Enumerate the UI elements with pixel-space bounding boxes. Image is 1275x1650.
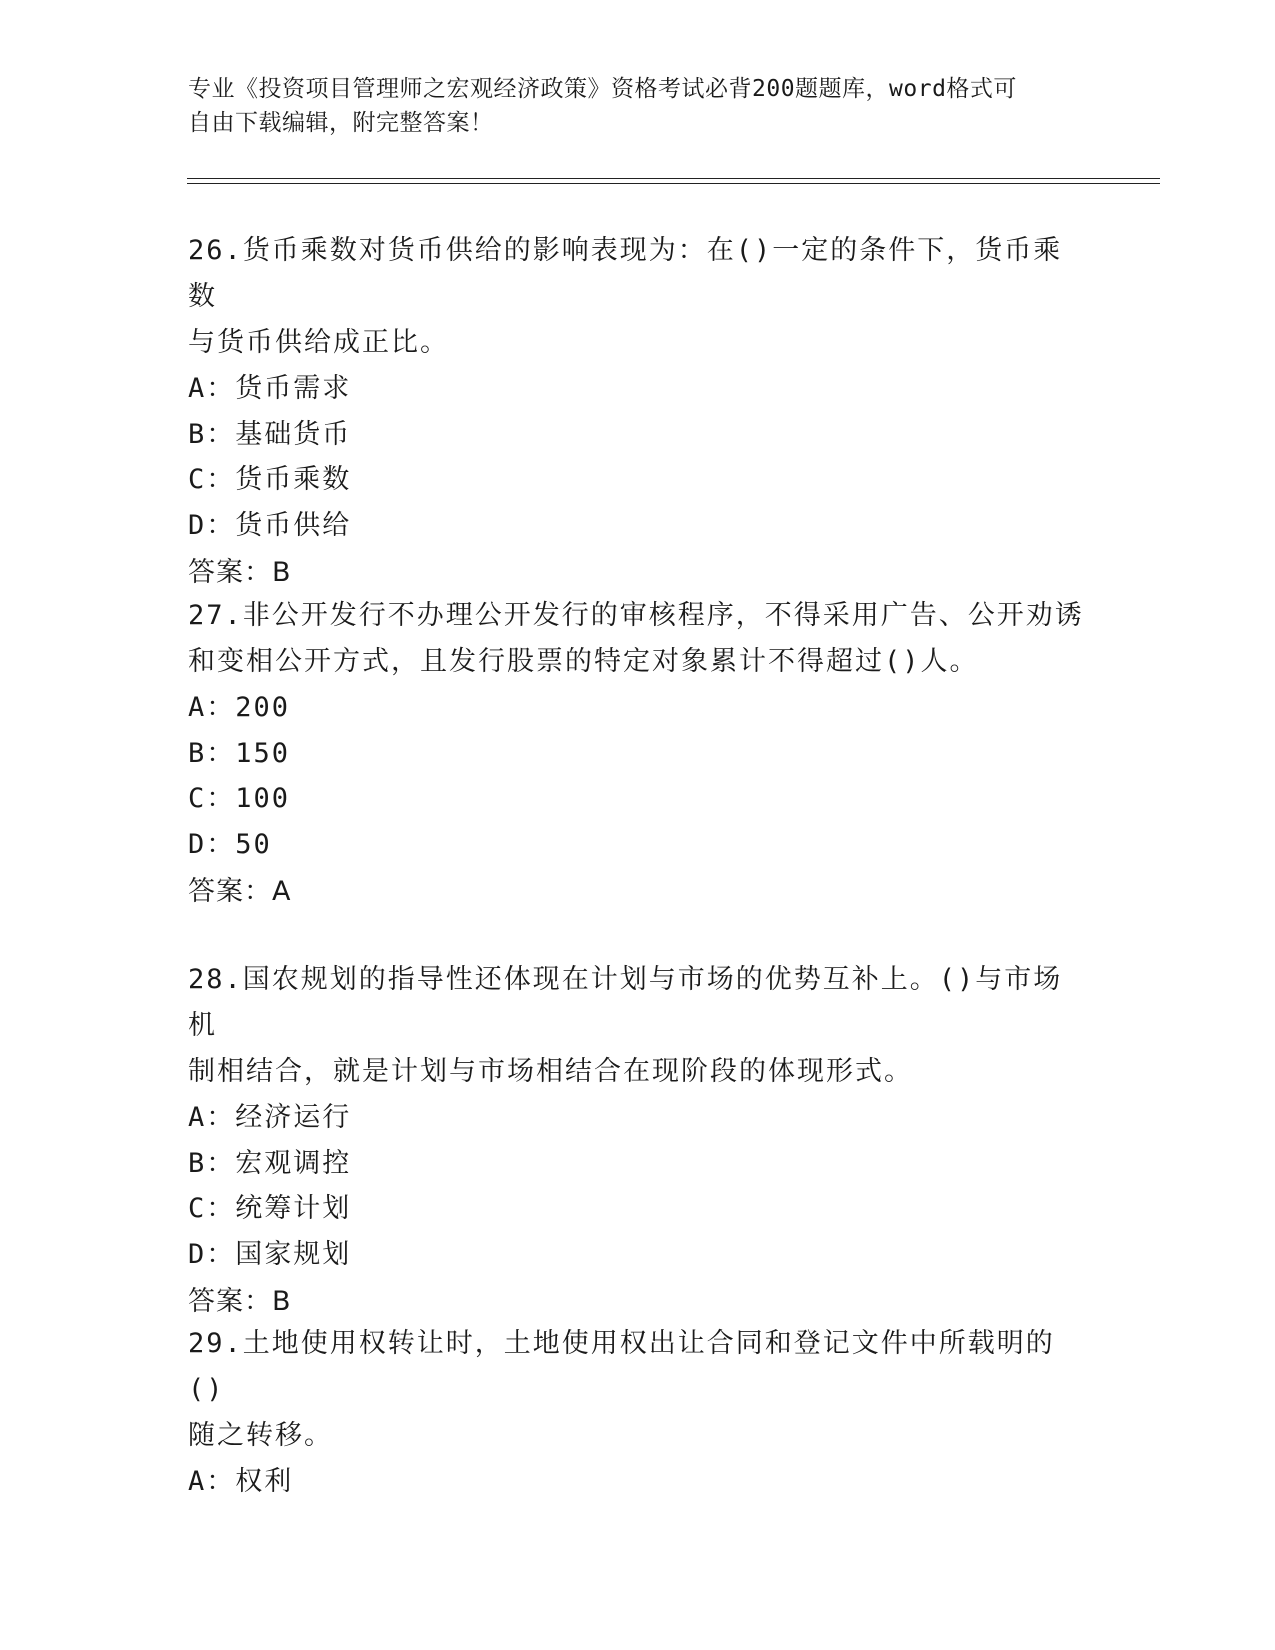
question-28 — [188, 957, 1088, 1325]
answer-label: 答案：B — [188, 557, 292, 588]
header-line-1: 专业《投资项目管理师之宏观经济政策》资格考试必背200题题库，word格式可 — [188, 76, 1017, 102]
option-b — [188, 1141, 1088, 1187]
option-text: 权利 — [235, 1466, 294, 1497]
header-divider-top — [187, 178, 1160, 179]
option-key: C： — [188, 464, 236, 495]
option-key: A： — [188, 1102, 236, 1133]
question-text-line-2: 与货币供给成正比。 — [188, 327, 449, 358]
option-b — [188, 731, 1088, 777]
answer-label: 答案：A — [188, 876, 292, 907]
option-a — [188, 1459, 1088, 1505]
option-key: B： — [188, 418, 236, 450]
option-text: 200 — [235, 692, 291, 723]
option-key: B： — [188, 1147, 236, 1179]
answer-label: 答案：B — [188, 1286, 292, 1317]
document-header — [188, 72, 1088, 140]
option-key: A： — [188, 373, 236, 404]
option-key: C： — [188, 1193, 236, 1224]
option-text: 宏观调控 — [235, 1147, 352, 1179]
option-a — [188, 685, 1088, 731]
question-text-line-2: 和变相公开方式，且发行股票的特定对象累计不得超过()人。 — [188, 646, 979, 677]
option-text: 50 — [235, 828, 272, 860]
option-key: A： — [188, 692, 236, 723]
option-text: 基础货币 — [235, 418, 352, 450]
header-divider-bottom — [187, 183, 1160, 184]
option-text: 统筹计划 — [235, 1193, 352, 1224]
question-27 — [188, 593, 1088, 915]
question-text-line-1: 29.土地使用权转让时，土地使用权出让合同和登记文件中所载明的() — [188, 1328, 1055, 1405]
option-text: 100 — [235, 783, 291, 814]
option-d — [188, 503, 1088, 549]
option-text: 货币供给 — [235, 509, 352, 541]
option-key: D： — [188, 828, 236, 860]
option-text: 货币乘数 — [235, 464, 352, 495]
header-line-2: 自由下载编辑，附完整答案！ — [188, 110, 494, 136]
option-c — [188, 776, 1088, 822]
question-text-line-1: 28.国农规划的指导性还体现在计划与市场的优势互补上。()与市场机 — [188, 964, 1063, 1041]
option-text: 国家规划 — [235, 1238, 352, 1270]
option-key: D： — [188, 509, 236, 541]
option-text: 经济运行 — [235, 1102, 352, 1133]
option-key: B： — [188, 737, 236, 769]
option-d — [188, 822, 1088, 868]
option-d — [188, 1232, 1088, 1278]
question-text-line-2: 制相结合，就是计划与市场相结合在现阶段的体现形式。 — [188, 1056, 913, 1087]
question-text-line-1: 27.非公开发行不办理公开发行的审核程序，不得采用广告、公开劝诱 — [188, 600, 1084, 631]
option-key: D： — [188, 1238, 236, 1270]
option-b — [188, 412, 1088, 458]
option-text: 150 — [235, 737, 291, 769]
option-a — [188, 366, 1088, 412]
question-text-line-2: 随之转移。 — [188, 1420, 333, 1451]
option-a — [188, 1095, 1088, 1141]
option-c — [188, 1186, 1088, 1232]
option-key: C： — [188, 783, 236, 814]
option-key: A： — [188, 1466, 236, 1497]
option-c — [188, 457, 1088, 503]
question-text-line-1: 26.货币乘数对货币供给的影响表现为：在()一定的条件下，货币乘数 — [188, 235, 1063, 312]
question-26 — [188, 228, 1088, 596]
question-29 — [188, 1321, 1088, 1505]
option-text: 货币需求 — [235, 373, 352, 404]
